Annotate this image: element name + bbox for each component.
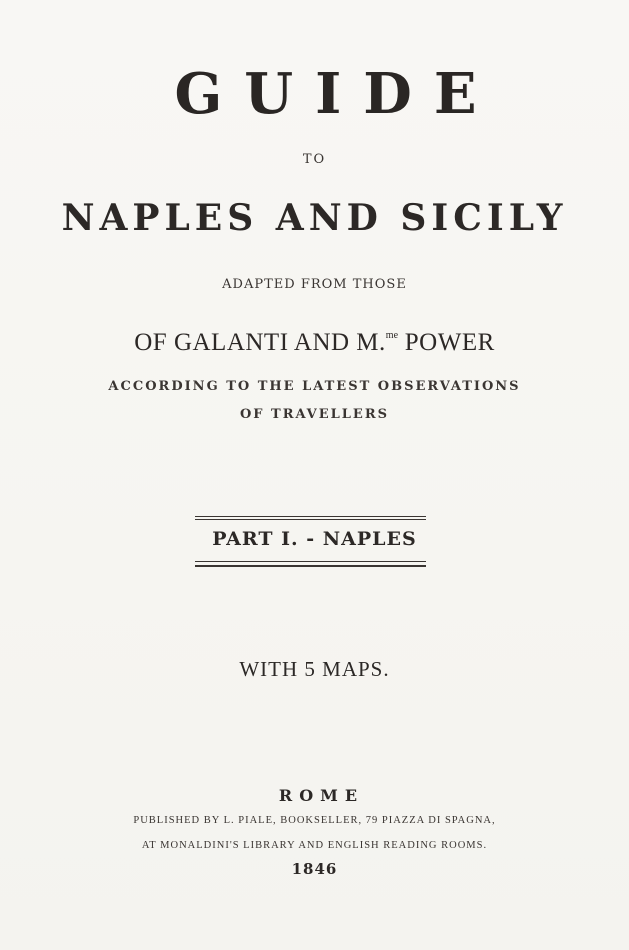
adapted-line: ADAPTED FROM THOSE bbox=[222, 277, 407, 292]
authors-superscript: me bbox=[385, 330, 399, 341]
part-rule-bottom-2 bbox=[195, 565, 426, 567]
imprint-city: ROME bbox=[278, 786, 365, 805]
imprint-publisher: PUBLISHED BY L. PIALE, BOOKSELLER, 79 PIAZZA DI SPAGNA, bbox=[133, 815, 496, 826]
imprint-library: AT MONALDINI'S LIBRARY AND ENGLISH READING ROOMS. bbox=[141, 840, 488, 851]
authors-line bbox=[0, 320, 629, 359]
authors-prefix: OF GALANTI AND M. bbox=[134, 329, 386, 356]
book-title: GUIDE bbox=[174, 61, 499, 127]
part-rule-bottom-1 bbox=[195, 561, 426, 562]
part-rule-top-2 bbox=[195, 519, 426, 520]
according-line: ACCORDING TO THE LATEST OBSERVATIONS bbox=[108, 379, 521, 394]
imprint-year: 1846 bbox=[291, 860, 338, 878]
part-rule-top-1 bbox=[195, 516, 426, 517]
title-connector: TO bbox=[302, 152, 327, 167]
maps-note: WITH 5 MAPS. bbox=[239, 657, 390, 681]
authors-suffix: POWER bbox=[398, 329, 495, 356]
travellers-line: OF TRAVELLERS bbox=[239, 407, 390, 422]
part-heading: PART I. - NAPLES bbox=[212, 528, 417, 550]
book-subject: NAPLES AND SICILY bbox=[61, 197, 568, 239]
